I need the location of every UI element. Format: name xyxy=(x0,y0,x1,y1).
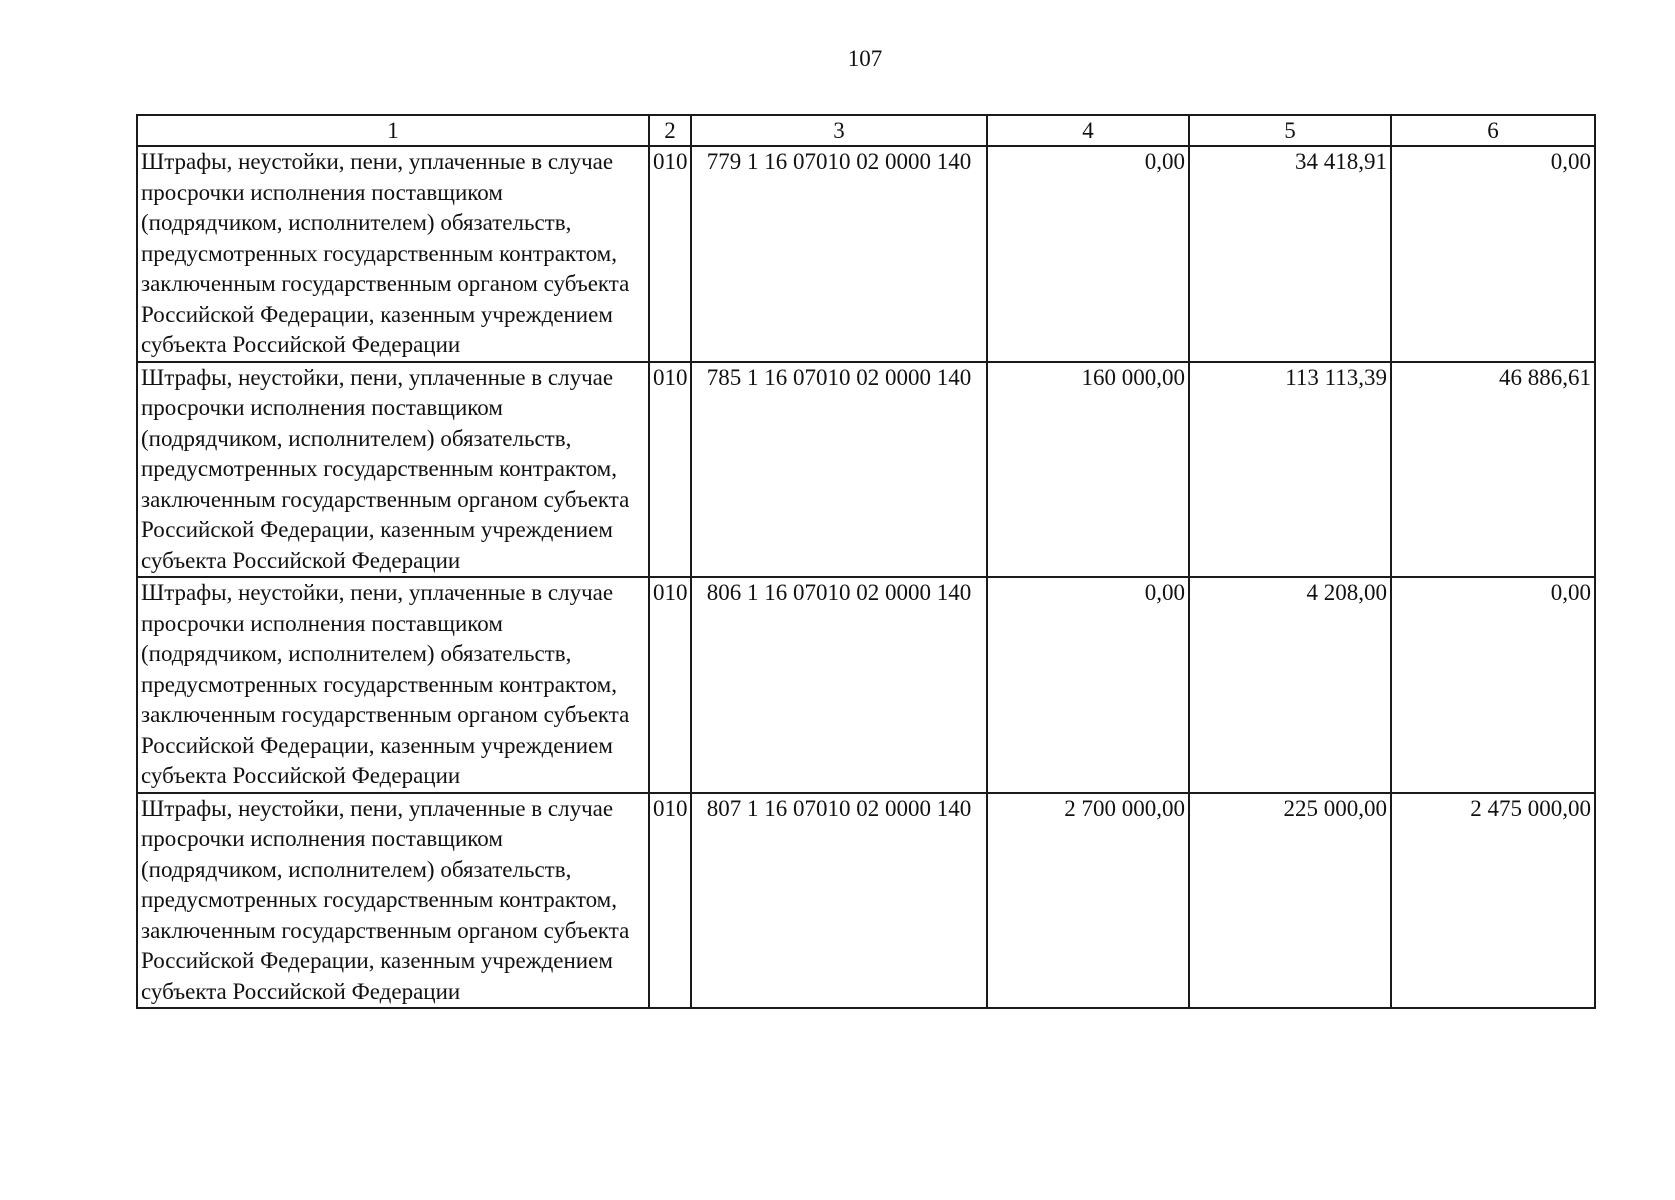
table-row xyxy=(137,146,1595,362)
row-line-code: 010 xyxy=(649,362,691,578)
row-value-col4: 0,00 xyxy=(987,146,1189,362)
table-row xyxy=(137,577,1595,793)
row-value-col6: 0,00 xyxy=(1391,146,1595,362)
column-header-2: 2 xyxy=(649,115,691,146)
row-income-code: 779 1 16 07010 02 0000 140 xyxy=(691,146,987,362)
row-description: Штрафы, неустойки, пени, уплаченные в случае просрочки исполнения поставщиком (подрядчиком, исполнителем) обязательств, предусмотренных государственным контрактом, заключенным государственным органом субъекта Российской Федерации, казенным учреждением субъекта Российской Федерации xyxy=(137,793,649,1009)
row-value-col4: 2 700 000,00 xyxy=(987,793,1189,1009)
row-value-col4: 160 000,00 xyxy=(987,362,1189,578)
row-line-code: 010 xyxy=(649,146,691,362)
header-row xyxy=(137,115,1595,146)
row-income-code: 806 1 16 07010 02 0000 140 xyxy=(691,577,987,793)
row-value-col6: 2 475 000,00 xyxy=(1391,793,1595,1009)
row-description: Штрафы, неустойки, пени, уплаченные в случае просрочки исполнения поставщиком (подрядчиком, исполнителем) обязательств, предусмотренных государственным контрактом, заключенным государственным органом субъекта Российской Федерации, казенным учреждением субъекта Российской Федерации xyxy=(137,362,649,578)
column-header-3: 3 xyxy=(691,115,987,146)
row-line-code: 010 xyxy=(649,793,691,1009)
row-income-code: 807 1 16 07010 02 0000 140 xyxy=(691,793,987,1009)
row-value-col4: 0,00 xyxy=(987,577,1189,793)
row-value-col5: 225 000,00 xyxy=(1189,793,1391,1009)
row-line-code: 010 xyxy=(649,577,691,793)
column-header-5: 5 xyxy=(1189,115,1391,146)
row-value-col5: 4 208,00 xyxy=(1189,577,1391,793)
row-value-col5: 34 418,91 xyxy=(1189,146,1391,362)
column-header-1: 1 xyxy=(137,115,649,146)
page-number: 107 xyxy=(847,46,883,71)
column-header-6: 6 xyxy=(1391,115,1595,146)
row-description: Штрафы, неустойки, пени, уплаченные в случае просрочки исполнения поставщиком (подрядчиком, исполнителем) обязательств, предусмотренных государственным контрактом, заключенным государственным органом субъекта Российской Федерации, казенным учреждением субъекта Российской Федерации xyxy=(137,577,649,793)
table-row xyxy=(137,362,1595,578)
row-value-col6: 46 886,61 xyxy=(1391,362,1595,578)
row-description: Штрафы, неустойки, пени, уплаченные в случае просрочки исполнения поставщиком (подрядчиком, исполнителем) обязательств, предусмотренных государственным контрактом, заключенным государственным органом субъекта Российской Федерации, казенным учреждением субъекта Российской Федерации xyxy=(137,146,649,362)
table-row xyxy=(137,793,1595,1009)
row-income-code: 785 1 16 07010 02 0000 140 xyxy=(691,362,987,578)
row-value-col5: 113 113,39 xyxy=(1189,362,1391,578)
row-value-col6: 0,00 xyxy=(1391,577,1595,793)
report-table xyxy=(136,114,1596,1009)
column-header-4: 4 xyxy=(987,115,1189,146)
